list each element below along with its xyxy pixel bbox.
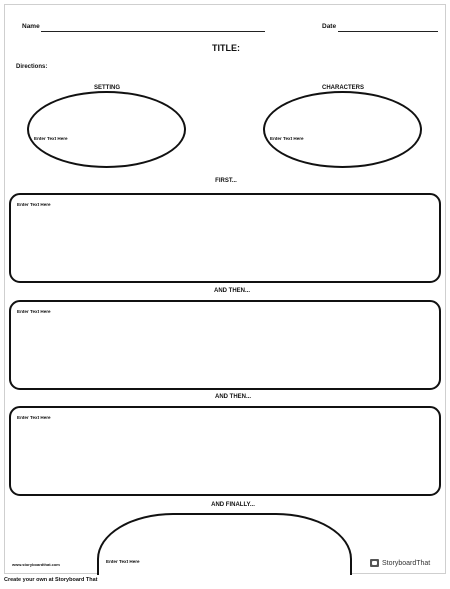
- first-heading: FIRST...: [215, 178, 237, 184]
- and-then-heading-2: AND THEN...: [215, 394, 251, 400]
- characters-oval[interactable]: [263, 91, 422, 168]
- characters-placeholder: Enter Text Here: [270, 136, 304, 141]
- name-label: Name: [22, 23, 40, 30]
- setting-oval[interactable]: [27, 91, 186, 168]
- and-then-placeholder-2: Enter Text Here: [17, 415, 51, 420]
- directions-label: Directions:: [16, 64, 48, 70]
- and-finally-dome[interactable]: [97, 513, 352, 575]
- characters-heading: CHARACTERS: [322, 85, 364, 91]
- setting-placeholder: Enter Text Here: [34, 136, 68, 141]
- storyboard-logo-icon: [370, 559, 379, 567]
- storyboardthat-logo[interactable]: [370, 559, 430, 567]
- and-then-box-1[interactable]: [9, 300, 441, 390]
- name-line[interactable]: [41, 31, 265, 32]
- and-then-placeholder-1: Enter Text Here: [17, 309, 51, 314]
- and-finally-heading: AND FINALLY...: [211, 502, 255, 508]
- date-line[interactable]: [338, 31, 438, 32]
- footer-url[interactable]: www.storyboardthat.com: [12, 562, 60, 567]
- and-then-heading-1: AND THEN...: [214, 288, 250, 294]
- date-label: Date: [322, 23, 337, 30]
- first-box[interactable]: [9, 193, 441, 283]
- first-placeholder: Enter Text Here: [17, 202, 51, 207]
- and-then-box-2[interactable]: [9, 406, 441, 496]
- page-title: TITLE:: [212, 43, 240, 53]
- worksheet-page: [4, 4, 446, 574]
- create-your-own-link[interactable]: Create your own at Storyboard That: [4, 577, 98, 583]
- and-finally-placeholder: Enter Text Here: [106, 559, 140, 564]
- setting-heading: SETTING: [93, 85, 120, 91]
- brand-text: StoryboardThat: [382, 559, 431, 567]
